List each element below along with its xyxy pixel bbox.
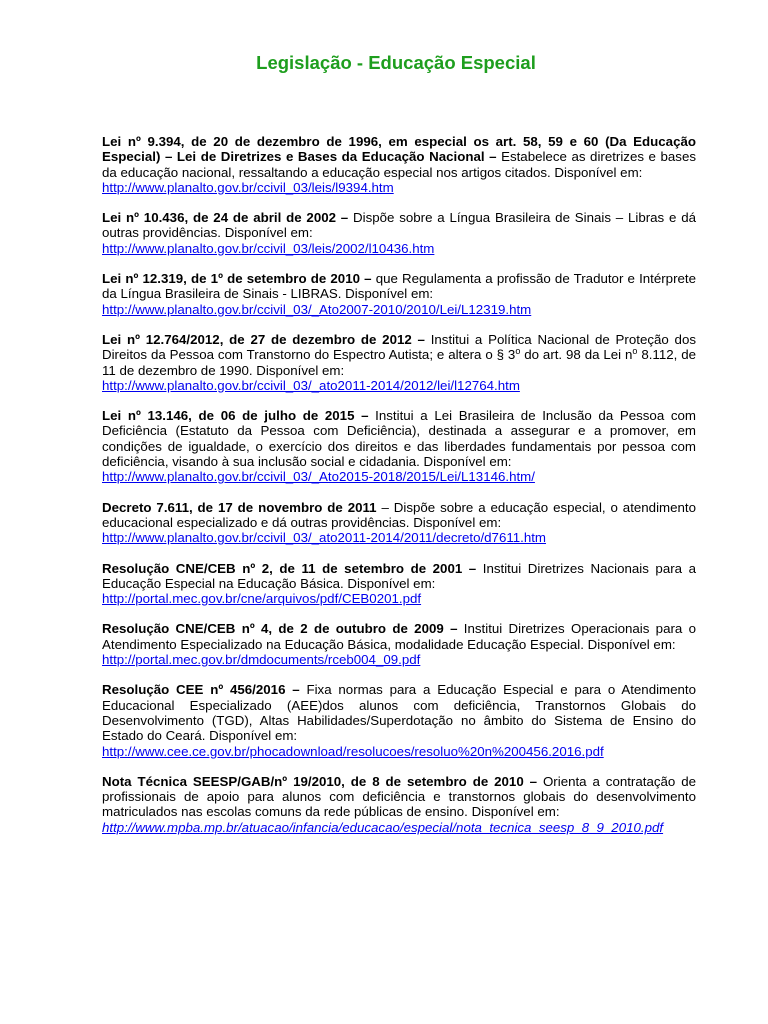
entry-heading: Lei nº 12.764/2012, de 27 de dezembro de 2012 – (102, 331, 425, 347)
legislation-entry (102, 134, 696, 195)
legislation-entry (102, 210, 696, 256)
entry-description: Institui Diretrizes Nacionais para a Educação Especial na Educação Básica. Disponível em: (102, 560, 696, 591)
entry-heading: Lei nº 12.319, de 1º de setembro de 2010 – (102, 271, 372, 287)
superscript: o (515, 346, 521, 357)
entry-heading: Resolução CNE/CEB nº 2, de 11 de setembro de 2001 – (102, 560, 477, 576)
entry-description: Dispõe sobre a Língua Brasileira de Sinais – Libras e dá outras providências. Disponível em: (102, 210, 697, 241)
entry-link[interactable]: http://portal.mec.gov.br/dmdocuments/rceb004_09.pdf (102, 652, 421, 668)
entry-link[interactable]: http://www.planalto.gov.br/ccivil_03/_ato2011-2014/2012/lei/l12764.htm (102, 377, 520, 393)
entry-link[interactable]: http://www.planalto.gov.br/ccivil_03/_Ato2015-2018/2015/Lei/L13146.htm/ (102, 469, 535, 485)
legislation-entry (102, 271, 696, 317)
legislation-entry (102, 332, 696, 393)
entry-description: Institui a Política Nacional de Proteção dos Direitos da Pessoa com Transtorno do Espectro Autista; e altera o § 3 (102, 331, 696, 363)
entry-link[interactable]: http://www.planalto.gov.br/ccivil_03/leis/l9394.htm (102, 179, 394, 195)
entry-description: Estabelece as diretrizes e bases da educação nacional, ressaltando a educação especial nos artigos citados. Disponível em: (102, 149, 696, 180)
entry-link[interactable]: http://www.planalto.gov.br/ccivil_03/leis/2002/l10436.htm (102, 240, 435, 256)
legislation-list (102, 134, 696, 835)
entry-description: que Regulamenta a profissão de Tradutor e Intérprete da Língua Brasileira de Sinais - LIBRAS. Disponível em: (102, 271, 696, 302)
entry-heading: Nota Técnica SEESP/GAB/nº 19/2010, de 8 de setembro de 2010 – (102, 773, 538, 789)
entry-heading: Lei nº 13.146, de 06 de julho de 2015 – (102, 408, 369, 424)
legislation-entry (102, 500, 696, 546)
legislation-entry (102, 621, 696, 667)
entry-link[interactable]: http://www.planalto.gov.br/ccivil_03/_Ato2007-2010/2010/Lei/L12319.htm (102, 301, 532, 317)
entry-heading: Lei nº 9.394, de 20 de dezembro de 1996, em especial os art. 58, 59 e 60 (Da Educação Especial) – Lei de Diretrizes e Bases da Educação Nacional – (102, 134, 696, 165)
entry-description: do art. 98 da Lei n (520, 347, 633, 363)
entry-link[interactable]: http://www.mpba.mp.br/atuacao/infancia/educacao/especial/nota_tecnica_seesp_8_9_2010.pdf (102, 819, 664, 835)
entry-description: Fixa normas para a Educação Especial e para o Atendimento Educacional Especializado (AEE)dos alunos com deficiência, Transtornos Globais do Desenvolvimento (TGD), Altas Habilidades/Superdotação no âmbito do Sistema de Ensino do Estado do Ceará. Disponível em: (102, 682, 696, 744)
entry-link[interactable]: http://www.cee.ce.gov.br/phocadownload/resolucoes/resoluo%20n%200456.2016.pdf (102, 743, 604, 759)
entry-heading: Resolução CNE/CEB nº 4, de 2 de outubro de 2009 – (102, 621, 458, 637)
page-title: Legislação - Educação Especial (256, 52, 536, 73)
entry-description: 8.112, de 11 de dezembro de 1990. Disponível em: (102, 347, 696, 378)
entry-heading: Resolução CEE nº 456/2016 – (102, 682, 300, 698)
entry-heading: Lei nº 10.436, de 24 de abril de 2002 – (102, 210, 349, 226)
legislation-entry (102, 561, 696, 607)
superscript: o (632, 346, 638, 357)
entry-description: – Dispõe sobre a educação especial, o atendimento educacional especializado e dá outras providências. Disponível em: (102, 499, 696, 530)
entry-description: Orienta a contratação de profissionais de apoio para alunos com deficiência e transtornos globais do desenvolvimento matriculados nas escolas comuns da rede públicas de ensino. Disponível em: (102, 773, 696, 820)
entry-description: Institui Diretrizes Operacionais para o Atendimento Especializado na Educação Básica, modalidade Educação Especial. Disponível em: (102, 621, 697, 652)
entry-link[interactable]: http://portal.mec.gov.br/cne/arquivos/pdf/CEB0201.pdf (102, 591, 422, 607)
legislation-entry (102, 682, 696, 758)
entry-heading: Decreto 7.611, de 17 de novembro de 2011 (102, 499, 377, 515)
entry-description: Institui a Lei Brasileira de Inclusão da Pessoa com Deficiência (Estatuto da Pessoa com Deficiência), destinada a assegurar e a promover, em condições de igualdade, o exercício dos direitos e das liberdades fundamentais por pessoa com deficiência, visando à sua inclusão social e cidadania. Disponível em: (102, 408, 696, 470)
entry-link[interactable]: http://www.planalto.gov.br/ccivil_03/_ato2011-2014/2011/decreto/d7611.htm (102, 530, 547, 546)
legislation-entry (102, 408, 696, 484)
legislation-entry (102, 774, 696, 835)
